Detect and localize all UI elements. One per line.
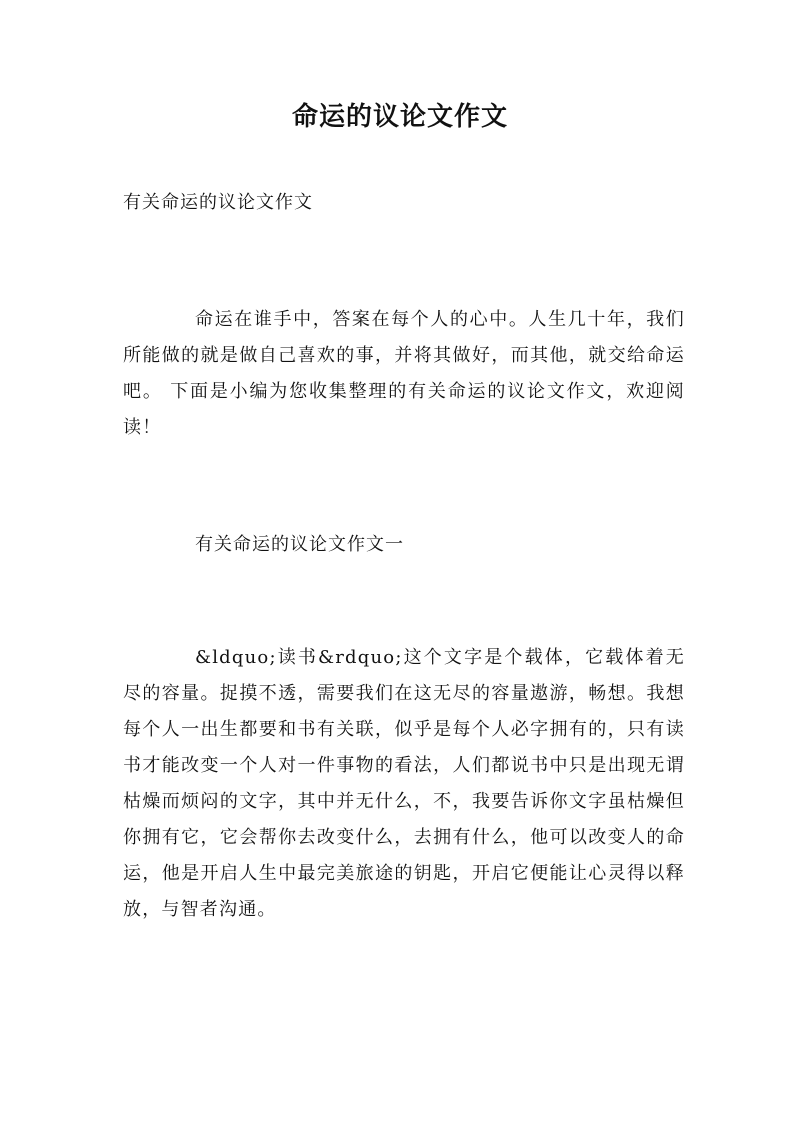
- intro-paragraph: 命运在谁手中，答案在每个人的心中。人生几十年，我们所能做的就是做自己喜欢的事，并将其做好，而其他，就交给命运吧。 下面是小编为您收集整理的有关命运的议论文作文，欢迎阅读！: [123, 309, 685, 438]
- document-subtitle: 有关命运的议论文作文: [123, 192, 313, 213]
- section-heading: 有关命运的议论文作文一: [195, 534, 404, 555]
- body-paragraph: &ldquo;读书&rdquo;这个文字是个载体，它载体着无尽的容量。捉摸不透，需要我们在这无尽的容量遨游，畅想。我想每个人一出生都要和书有关联，似乎是每个人必字拥有的，只有读书才能改变一个人对一件事物的看法，人们都说书中只是出现无谓枯燥而烦闷的文字，其中并无什么，不，我要告诉你文字虽枯燥但你拥有它，它会帮你去改变什么，去拥有什么，他可以改变人的命运，他是开启人生中最完美旅途的钥匙，开启它便能让心灵得以释放，与智者沟通。: [123, 647, 685, 920]
- document-title: 命运的议论文作文: [291, 102, 508, 132]
